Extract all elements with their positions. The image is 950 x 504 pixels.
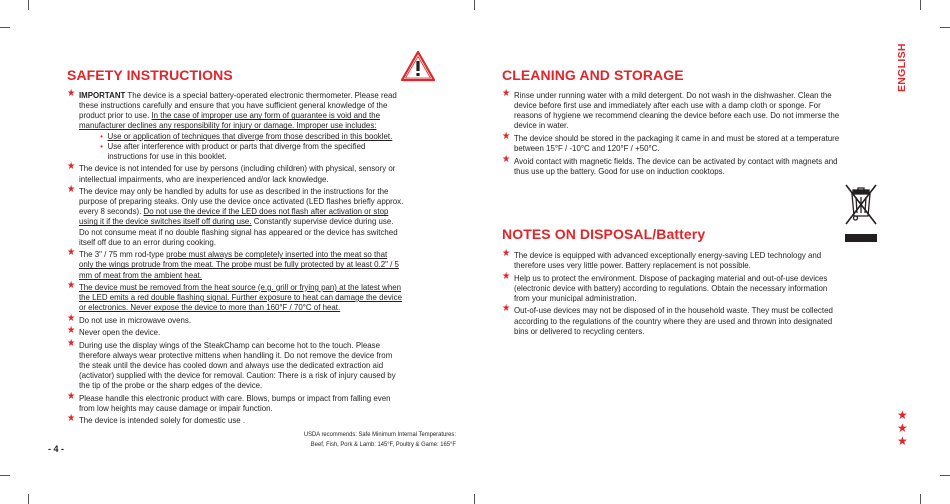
- crop-mark: [940, 27, 950, 28]
- star-bullet-icon: ★: [67, 337, 76, 349]
- disposal-heading: NOTES ON DISPOSAL/Battery: [502, 226, 706, 242]
- star-bullet-icon: ★: [502, 130, 511, 142]
- item-text: The device should be stored in the packaging it came in and must be stored at a temperature between 15°F / -10°C and 120°F / +50°C.: [513, 132, 840, 154]
- decorative-stars: [897, 409, 908, 448]
- crop-mark: [28, 494, 29, 504]
- crossed-out-wheelie-bin-icon: [843, 180, 879, 249]
- crop-mark: [28, 0, 29, 10]
- crop-mark: [474, 0, 475, 10]
- star-bullet-icon: ★: [67, 390, 76, 402]
- list-item: [502, 270, 841, 303]
- list-item: [67, 337, 404, 391]
- usda-note-line: USDA recommends: Safe Minimum Internal Temperatures:: [303, 431, 456, 438]
- item-text: Never open the device.: [78, 327, 161, 338]
- list-item: [502, 130, 841, 154]
- item-text: The device may only be handled by adults for use as described in the instructions for the purpose of preparing steaks. Only use the device once activated (LED flashes briefly approx. every 8 seconds).: [78, 186, 404, 217]
- usda-note: [304, 430, 456, 449]
- star-bullet-icon: ★: [67, 88, 76, 99]
- item-underlined-text: Do not use the device if the LED does not flash after activation or stop using it if the device switches itself off during use.: [78, 206, 389, 227]
- disposal-list: [502, 250, 841, 338]
- list-item: [502, 250, 841, 270]
- star-icon: ★: [897, 434, 908, 448]
- crop-mark: [0, 475, 10, 476]
- list-item: [67, 186, 404, 247]
- page-number: - 4 -: [48, 444, 65, 454]
- item-underlined-text: probe must always be completely inserted into the meat so that only the wings protrude from the meat. The probe must be fully protected by at least 0.2" / 5 mm of meat from the ambient heat.: [78, 249, 399, 280]
- list-item: [67, 163, 404, 183]
- star-icon: ★: [897, 408, 908, 422]
- item-text: The device is not intended for use by persons (including children) with physical, sensory or intellectual impairments, who are inexperienced and/or lack knowledge.: [78, 163, 396, 184]
- list-item: [67, 327, 404, 337]
- star-bullet-icon: ★: [67, 247, 76, 259]
- list-item: [502, 153, 841, 176]
- list-item: [67, 90, 404, 161]
- list-item: [67, 282, 404, 312]
- list-item: [67, 249, 404, 279]
- bullet-icon: •: [100, 140, 103, 151]
- item-text: Please handle this electronic product with care. Blows, bumps or impact from falling even from low heights may cause damage or impair function.: [78, 392, 391, 413]
- language-tab: ENGLISH: [896, 43, 908, 92]
- item-text-after: Constantly supervise device during use. Do not consume meat if no double flashing signal has appeared or the device has switched itself off due to an error during cooking.: [78, 216, 398, 247]
- crop-mark: [920, 0, 921, 10]
- item-text: Help us to protect the environment. Dispose of packaging material and out-of-use devices (electronic device with battery) according to regulations. Obtain the necessary information from your municipal administration.: [513, 272, 828, 303]
- list-item: [502, 305, 841, 335]
- star-bullet-icon: ★: [502, 270, 511, 282]
- important-label: IMPORTANT: [78, 90, 126, 100]
- item-text: The 3" / 75 mm rod-type: [78, 249, 167, 260]
- sub-list-item: [100, 141, 404, 161]
- star-icon: ★: [897, 421, 908, 435]
- sub-list: [79, 131, 404, 161]
- cleaning-list: [502, 90, 841, 178]
- item-underlined-text: The device must be removed from the heat source (e.g. grill or frying pan) at the latest when the LED emits a red double flashing signal. Further exposure to heat can damage the device or electronics. Never expose the device to more than 160°F / 70°C of heat.: [78, 282, 402, 313]
- item-text: During use the display wings of the SteakChamp can become hot to the touch. Please therefore always wear protective mittens when handling it. Do not remove the device from the steak until the device has cooled down and always use the dedicated extraction aid (activator) supplied with the device for removal. Caution: There is a risk of injury caused by the tip of the probe or the sharp edges of the device.: [78, 339, 396, 391]
- item-text: Out-of-use devices may not be disposed of in the household waste. They must be collected according to the regulations of the country where they are used and thrown into designated bins or delivered to recycling centers.: [513, 305, 833, 336]
- star-bullet-icon: ★: [67, 161, 76, 173]
- item-text: The device is intended solely for domestic use .: [78, 415, 246, 426]
- crop-mark: [474, 494, 475, 504]
- list-item: [67, 415, 404, 425]
- list-item: [67, 390, 404, 413]
- star-bullet-icon: ★: [67, 325, 76, 337]
- cleaning-heading: CLEANING AND STORAGE: [502, 67, 684, 83]
- crop-mark: [920, 494, 921, 504]
- star-bullet-icon: ★: [502, 88, 511, 99]
- item-text: The device is a special battery-operated electronic thermometer. Please read these instructions carefully and ensure that you have sufficient general knowledge of the product prior to use.: [78, 90, 397, 121]
- star-bullet-icon: ★: [502, 248, 511, 259]
- item-text: Avoid contact with magnetic fields. The device can be activated by contact with magnets and thus use up the battery. Good for use on induction cooktops.: [513, 155, 838, 176]
- star-bullet-icon: ★: [502, 153, 511, 165]
- star-bullet-icon: ★: [67, 413, 76, 425]
- item-text: The device is equipped with advanced exceptionally energy-saving LED technology and therefore uses very little power. Battery replacement is not possible.: [513, 250, 822, 271]
- safety-list: [67, 90, 404, 428]
- usda-note-line: Beef, Fish, Pork & Lamb: 145°F, Poultry & Game: 165°F: [310, 440, 456, 448]
- item-underlined-text: In the case of improper use any form of guarantee is void and the manufacturer declines any responsibility for injury or damage. Improper use includes:: [78, 110, 381, 131]
- sub-item-text: Use after interference with product or parts that diverge from the specified instructions for use in this booklet.: [107, 140, 366, 161]
- safety-heading: SAFETY INSTRUCTIONS: [67, 67, 233, 83]
- sub-item-text: Use or application of techniques that diverge from those described in this booklet.: [107, 130, 393, 141]
- sub-list-item: [100, 131, 404, 141]
- crop-mark: [940, 475, 950, 476]
- warning-triangle-icon: [400, 50, 436, 87]
- list-item: [502, 90, 841, 131]
- star-bullet-icon: ★: [67, 312, 76, 324]
- item-text: Rinse under running water with a mild detergent. Do not wash in the dishwasher. Clean the device before first use and immediately after each use with a damp cloth or sponge. For reasons of hygiene we recommend cleaning the device before each use. Do not immerse the device in water.: [513, 90, 840, 131]
- crop-mark: [0, 27, 10, 28]
- item-text: Do not use in microwave ovens.: [78, 314, 192, 325]
- star-bullet-icon: ★: [67, 184, 76, 195]
- bullet-icon: •: [100, 130, 103, 141]
- star-bullet-icon: ★: [67, 280, 76, 291]
- star-bullet-icon: ★: [502, 303, 511, 315]
- list-item: [67, 312, 404, 325]
